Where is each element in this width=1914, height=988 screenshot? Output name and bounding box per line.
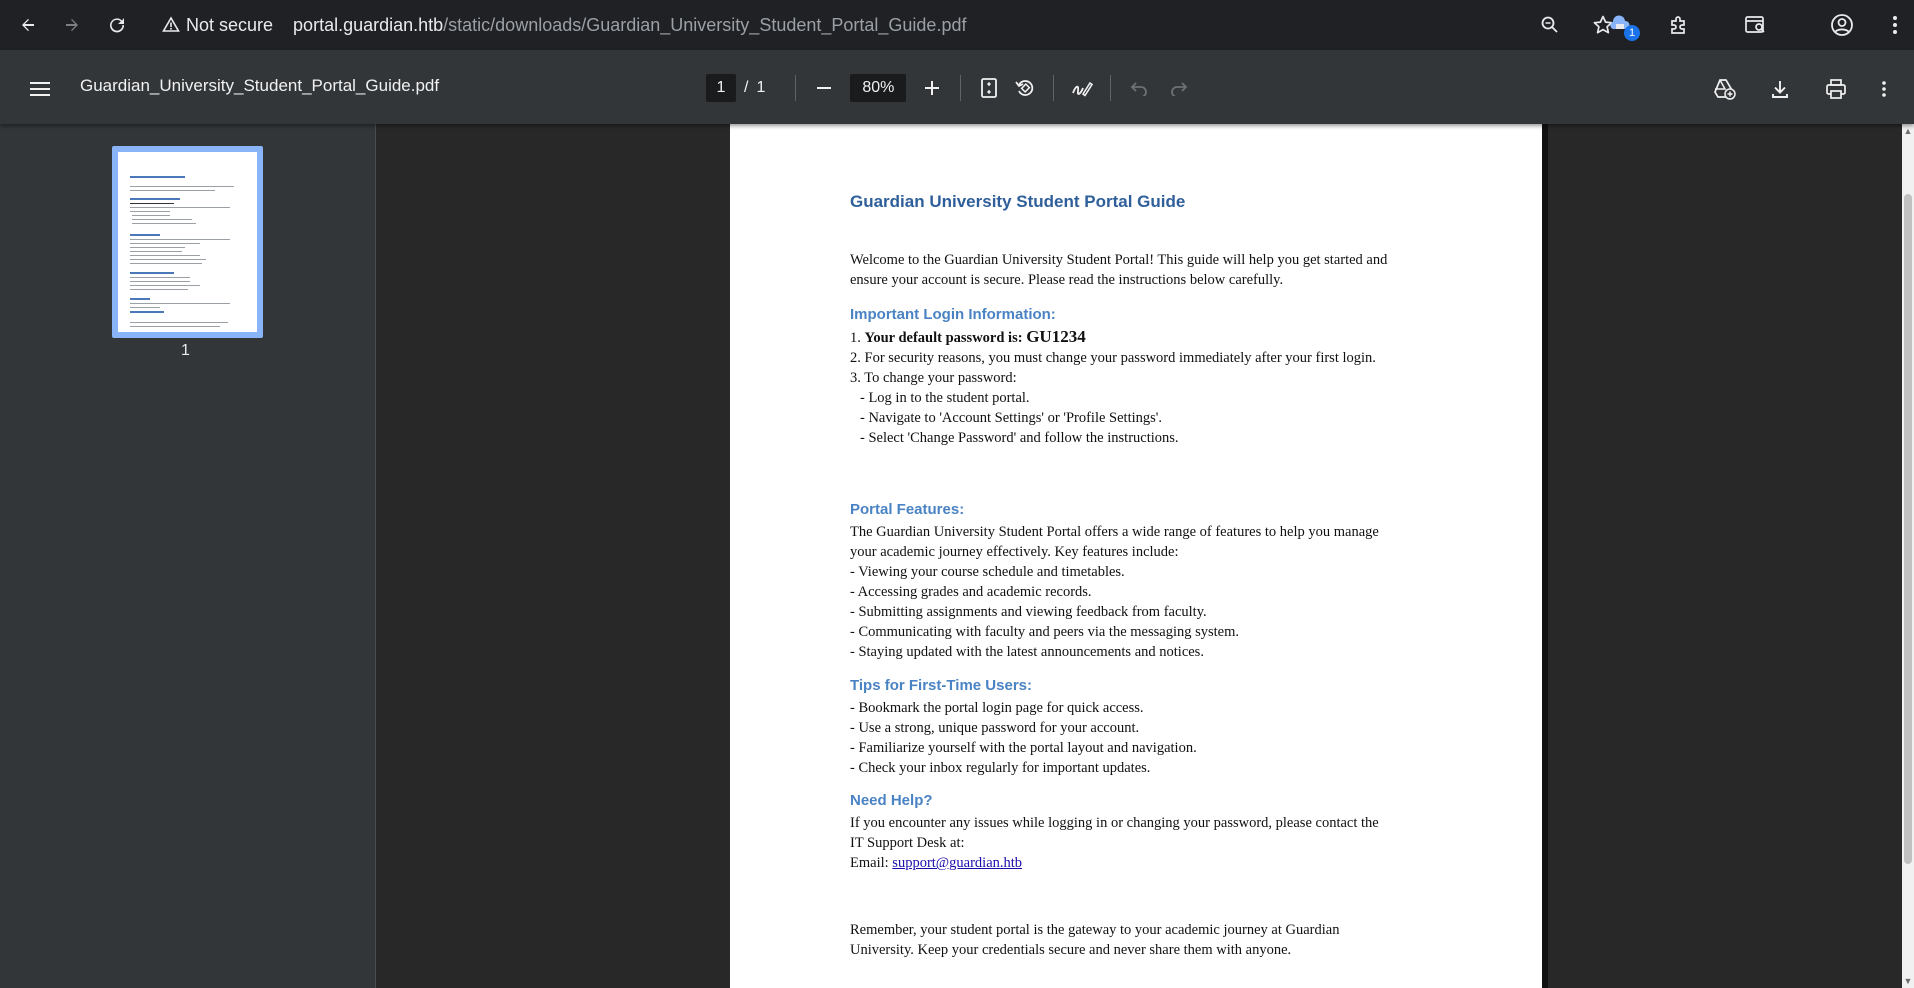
document-title: Guardian_University_Student_Portal_Guide.pdf <box>80 76 440 95</box>
fit-page-icon <box>980 78 998 98</box>
sidebar-toggle-button[interactable] <box>22 71 58 107</box>
feature-item: - Communicating with faculty and peers via the messaging system. <box>850 624 1240 640</box>
login-step-2: - Navigate to 'Account Settings' or 'Profile Settings'. <box>860 410 1163 426</box>
page-thumbnail[interactable] <box>112 146 263 338</box>
login-item-1-label: Your default password is: <box>864 330 1027 346</box>
default-password: GU1234 <box>1026 327 1086 346</box>
thumbnail-sidebar <box>0 124 376 988</box>
print-button[interactable] <box>1820 73 1852 105</box>
tip-item: - Familiarize yourself with the portal layout and navigation. <box>850 740 1197 756</box>
login-item-3: 3. To change your password: <box>850 370 1017 386</box>
browser-menu-icon[interactable] <box>1890 14 1900 36</box>
email-label: Email: <box>850 855 893 871</box>
save-to-drive-button[interactable] <box>1708 73 1740 105</box>
rotate-button[interactable] <box>1009 72 1041 104</box>
zoom-out-button[interactable] <box>808 72 840 104</box>
pdf-toolbar <box>0 50 1914 124</box>
closing-line-1: Remember, your student portal is the gateway to your academic journey at Guardian <box>850 922 1340 938</box>
viewer-scrollbar[interactable] <box>1902 124 1914 988</box>
back-arrow-icon <box>18 15 38 35</box>
side-panel-search-icon[interactable] <box>1744 14 1768 36</box>
scrollbar-thumb[interactable] <box>1904 194 1912 864</box>
pdf-viewer[interactable] <box>376 124 1902 988</box>
tip-item: - Bookmark the portal login page for quick access. <box>850 700 1144 716</box>
fit-page-button[interactable] <box>973 72 1005 104</box>
page-separator: / <box>744 79 749 96</box>
features-intro-1: The Guardian University Student Portal offers a wide range of features to help you manage <box>850 524 1379 540</box>
intro-line-2: ensure your account is secure. Please read the instructions below carefully. <box>850 272 1284 288</box>
reload-icon <box>107 15 127 35</box>
back-button[interactable] <box>8 5 48 45</box>
drive-add-icon <box>1712 78 1736 100</box>
login-step-3: - Select 'Change Password' and follow the instructions. <box>860 430 1179 446</box>
login-item-2: 2. For security reasons, you must change your password immediately after your first login. <box>850 350 1376 366</box>
undo-icon <box>1130 80 1148 96</box>
help-email-line <box>850 853 1452 873</box>
browser-toolbar <box>0 0 1914 50</box>
url-host: portal.guardian.htb <box>293 14 444 35</box>
security-chip[interactable] <box>150 15 273 36</box>
hamburger-menu-icon <box>30 81 50 97</box>
feature-item: - Submitting assignments and viewing feedback from faculty. <box>850 604 1207 620</box>
help-section-heading: Need Help? <box>850 792 933 809</box>
tip-item: - Check your inbox regularly for important updates. <box>850 760 1151 776</box>
tips-section-heading: Tips for First-Time Users: <box>850 677 1032 694</box>
extensions-puzzle-icon[interactable] <box>1668 14 1690 36</box>
draw-pen-icon <box>1071 78 1093 98</box>
login-item-1 <box>850 327 1452 348</box>
feature-item: - Accessing grades and academic records. <box>850 584 1092 600</box>
url-text[interactable] <box>293 15 966 36</box>
thumbnail-page-number: 1 <box>181 342 190 359</box>
tip-item: - Use a strong, unique password for your account. <box>850 720 1140 736</box>
intro-line-1: Welcome to the Guardian University Student Portal! This guide will help you get started and <box>850 252 1388 268</box>
extension-button[interactable] <box>1610 13 1634 37</box>
login-section-heading: Important Login Information: <box>850 306 1056 323</box>
forward-button[interactable] <box>52 5 92 45</box>
feature-item: - Staying updated with the latest announcements and notices. <box>850 644 1204 660</box>
more-vertical-icon <box>1881 80 1887 98</box>
extension-badge: 1 <box>1624 25 1640 41</box>
toolbar-divider <box>1110 75 1111 101</box>
printer-icon <box>1825 79 1847 99</box>
more-actions-button[interactable] <box>1868 73 1900 105</box>
download-icon <box>1771 79 1789 99</box>
url-path: /static/downloads/Guardian_University_Student_Portal_Guide.pdf <box>443 14 967 35</box>
closing-line-2: University. Keep your credentials secure and never share them with anyone. <box>850 942 1292 958</box>
annotate-button[interactable] <box>1066 72 1098 104</box>
toolbar-divider <box>1053 75 1054 101</box>
zoom-level-input[interactable]: 80% <box>850 74 906 102</box>
redo-icon <box>1170 80 1188 96</box>
support-email-link[interactable]: support@guardian.htb <box>892 855 1023 871</box>
page-total: 1 <box>756 79 766 96</box>
feature-item: - Viewing your course schedule and timetables. <box>850 564 1125 580</box>
help-line-2: IT Support Desk at: <box>850 835 965 851</box>
pdf-page <box>730 124 1548 988</box>
profile-avatar-icon[interactable] <box>1830 13 1854 37</box>
features-section-heading: Portal Features: <box>850 501 965 518</box>
undo-button[interactable] <box>1123 72 1155 104</box>
thumbnail-preview <box>118 152 257 332</box>
scroll-down-arrow[interactable]: ▼ <box>1903 976 1913 986</box>
login-step-1: - Log in to the student portal. <box>860 390 1030 406</box>
toolbar-divider <box>795 75 796 101</box>
features-intro-2: your academic journey effectively. Key features include: <box>850 544 1179 560</box>
redo-button[interactable] <box>1163 72 1195 104</box>
minus-icon <box>816 80 832 96</box>
forward-arrow-icon <box>62 15 82 35</box>
reload-button[interactable] <box>97 5 137 45</box>
rotate-counterclockwise-icon <box>1014 77 1036 99</box>
page-number-input[interactable]: 1 <box>706 74 736 102</box>
download-button[interactable] <box>1764 73 1796 105</box>
document-heading: Guardian University Student Portal Guide <box>850 192 1186 211</box>
scroll-up-arrow[interactable]: ▲ <box>1903 126 1913 136</box>
login-item-1-prefix: 1. <box>850 330 865 346</box>
address-bar[interactable] <box>150 7 1630 43</box>
plus-icon <box>924 80 940 96</box>
security-label: Not secure <box>186 14 274 35</box>
zoom-in-button[interactable] <box>916 72 948 104</box>
warning-icon <box>162 16 180 34</box>
zoom-magnifier-icon[interactable] <box>1540 15 1560 35</box>
help-line-1: If you encounter any issues while logging in or changing your password, please contact the <box>850 815 1379 831</box>
toolbar-divider <box>960 75 961 101</box>
